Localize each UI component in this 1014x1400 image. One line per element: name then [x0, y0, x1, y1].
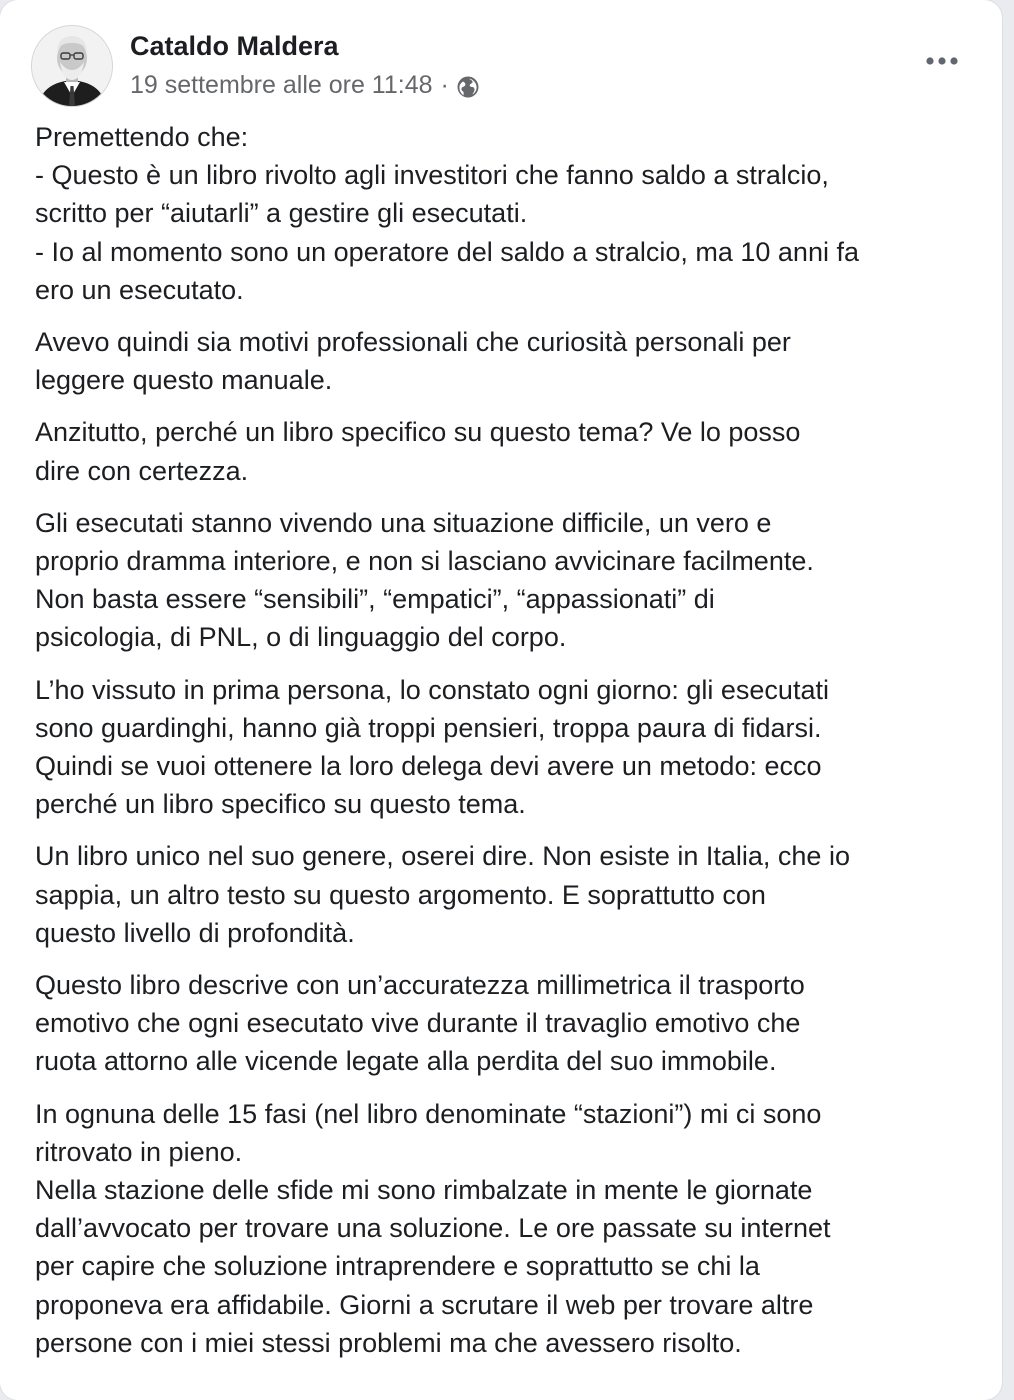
post-paragraph: [35, 671, 985, 824]
post-paragraph: [35, 504, 985, 657]
post-text-line: - Io al momento sono un operatore del saldo a stralcio, ma 10 anni fa: [35, 236, 859, 267]
post-text-line: ritrovato in pieno.: [35, 1136, 243, 1167]
post-text-line: per capire che soluzione intraprendere e soprattutto se chi la: [35, 1251, 760, 1282]
avatar-photo: [32, 26, 112, 106]
more-options-button[interactable]: [912, 38, 972, 86]
author-avatar[interactable]: [32, 26, 112, 106]
post-paragraph: [35, 837, 985, 952]
post-text-line: emotivo che ogni esecutato vive durante il travaglio emotivo che: [35, 1008, 801, 1039]
post-text-line: questo livello di profondità.: [35, 917, 355, 948]
post-text-line: Quindi se vuoi ottenere la loro delega devi avere un metodo: ecco: [35, 751, 822, 782]
post-text-line: Premettendo che:: [35, 122, 249, 152]
post-text-line: Avevo quindi sia motivi professionali che curiosità personali per: [35, 327, 791, 358]
post-text-line: persone con i miei stessi problemi ma che avessero risolto.: [35, 1327, 742, 1358]
author-name[interactable]: Cataldo Maldera: [130, 31, 339, 61]
post-text-line: Gli esecutati stanno vivendo una situazione difficile, un vero e: [35, 507, 772, 538]
post-text-line: proponeva era affidabile. Giorni a scrutare il web per trovare altre: [35, 1289, 814, 1320]
post-text-line: In ognuna delle 15 fasi (nel libro denominate “stazioni”) mi ci sono: [35, 1098, 822, 1129]
post-text-line: sono guardinghi, hanno già troppi pensieri, troppa paura di fidarsi.: [35, 712, 822, 743]
post-text-line: - Questo è un libro rivolto agli investitori che fanno saldo a stralcio,: [35, 160, 829, 191]
post-paragraph: [35, 323, 985, 399]
post-paragraph: [35, 966, 985, 1081]
post-text-line: proprio dramma interiore, e non si lasciano avvicinare facilmente.: [35, 546, 814, 577]
post-text-line: dall’avvocato per trovare una soluzione. Le ore passate su internet: [35, 1213, 831, 1244]
meta-separator: ·: [440, 71, 449, 99]
post-paragraph: [35, 413, 985, 489]
globe-icon: [456, 74, 480, 98]
post-text-line: Questo libro descrive con un’accuratezza millimetrica il trasporto: [35, 970, 805, 1001]
post-text-line: dire con certezza.: [35, 455, 249, 486]
post-text-line: sappia, un altro testo su questo argomento. E soprattutto con: [35, 879, 766, 910]
post-text-line: Non basta essere “sensibili”, “empatici”, “appassionati” di: [35, 584, 715, 615]
post-text-line: Anzitutto, perché un libro specifico su questo tema? Ve lo posso: [35, 417, 801, 448]
post-text: [35, 118, 985, 1376]
post-header: [32, 26, 972, 110]
post-text-line: leggere questo manuale.: [35, 365, 333, 396]
post-text-line: psicologia, di PNL, o di linguaggio del corpo.: [35, 622, 567, 653]
post-paragraph: [35, 118, 985, 309]
post-text-line: scritto per “aiutarli” a gestire gli esecutati.: [35, 198, 528, 229]
post-text-line: Nella stazione delle sfide mi sono rimbalzate in mente le giornate: [35, 1175, 813, 1206]
post-text-line: ruota attorno alle vicende legate alla perdita del suo immobile.: [35, 1046, 777, 1077]
post-text-line: perché un libro specifico su questo tema.: [35, 789, 526, 820]
post-timestamp[interactable]: 19 settembre alle ore 11:48: [130, 71, 433, 99]
post-text-line: Un libro unico nel suo genere, oserei dire. Non esiste in Italia, che io: [35, 841, 850, 872]
post-text-line: ero un esecutato.: [35, 274, 244, 305]
post-text-line: L’ho vissuto in prima persona, lo constato ogni giorno: gli esecutati: [35, 674, 829, 705]
more-options-icon: [925, 53, 959, 71]
post-paragraph: [35, 1095, 985, 1362]
post-meta: [130, 68, 480, 102]
